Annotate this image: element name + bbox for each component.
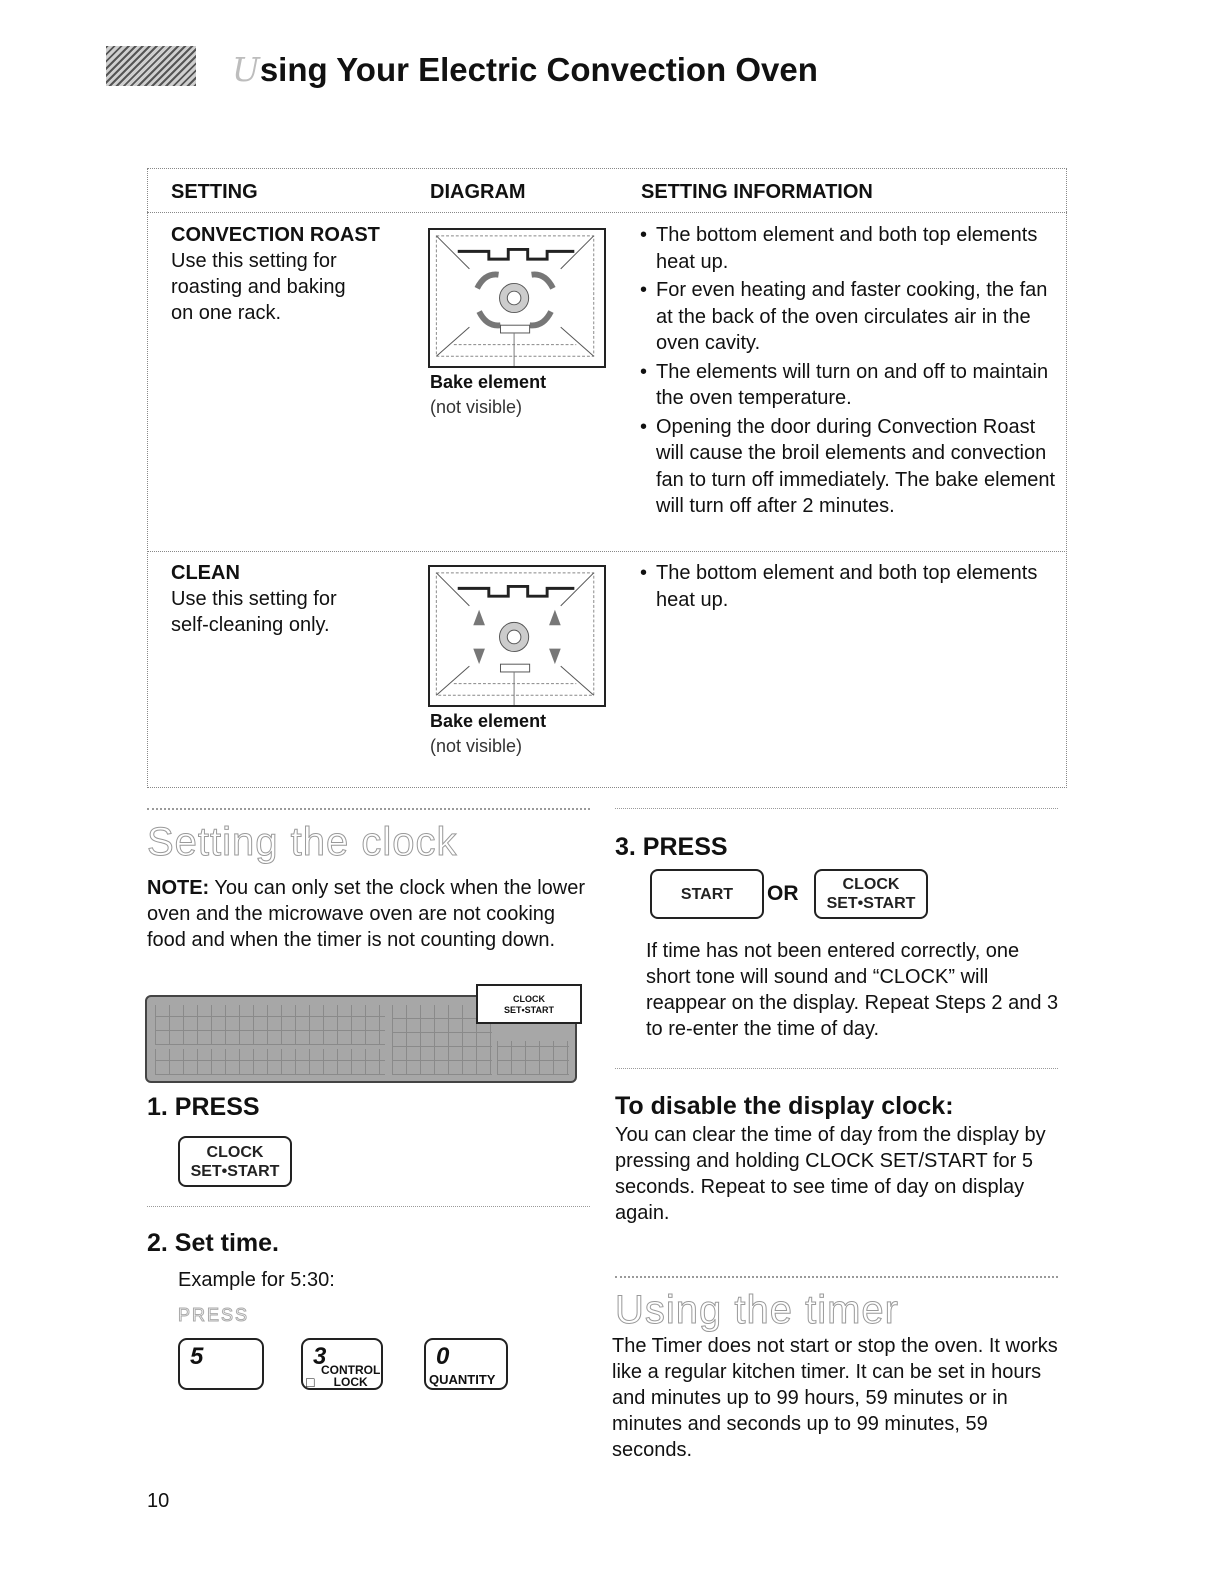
disable-clock-text: You can clear the time of day from the display by pressing and holding CLOCK SET/START for 5 seconds. Repeat to see time of day on display again. xyxy=(615,1124,1046,1224)
title-text: sing Your Electric Convection Oven xyxy=(259,51,818,88)
key-label: CLOCK xyxy=(842,876,900,893)
or-label: OR xyxy=(767,882,799,905)
section-rule xyxy=(615,808,1058,809)
diagram-sublabel: (not visible) xyxy=(430,736,523,756)
table-row-divider xyxy=(147,551,1067,552)
info-list-clean xyxy=(640,560,1060,615)
key-sublabel: QUANTITY xyxy=(429,1372,496,1387)
clock-note xyxy=(147,875,592,953)
key-sublabel-line: LOCK xyxy=(333,1375,368,1389)
button-row xyxy=(155,1049,385,1075)
desc-line: Use this setting for xyxy=(171,588,337,610)
section-title-clock: Setting the clock xyxy=(147,820,458,864)
button-row xyxy=(497,1041,569,1075)
section-rule xyxy=(147,808,590,810)
note-label: NOTE: xyxy=(147,877,210,899)
table-header-divider xyxy=(147,212,1067,213)
oven-cavity-illustration xyxy=(430,230,604,366)
desc-line: Use this setting for xyxy=(171,250,337,272)
key-sublabel xyxy=(321,1364,380,1388)
clock-key-callout xyxy=(476,984,582,1024)
desc-line: on one rack. xyxy=(171,302,282,324)
col-header-info: SETTING INFORMATION xyxy=(641,181,873,203)
info-list-convection-roast xyxy=(640,222,1065,522)
col-header-setting: SETTING xyxy=(171,181,258,203)
start-key[interactable] xyxy=(650,869,764,919)
key-0-quantity[interactable] xyxy=(424,1338,508,1390)
section-rule xyxy=(615,1276,1058,1278)
desc-line: roasting and baking xyxy=(171,276,346,298)
key-digit: 0 xyxy=(436,1343,450,1370)
clean-diagram xyxy=(428,565,606,707)
press-label: PRESS xyxy=(178,1305,250,1325)
step-divider xyxy=(147,1206,590,1207)
callout-line: SET•START xyxy=(504,1005,554,1015)
key-label: SET•START xyxy=(190,1162,280,1180)
row-name-clean: CLEAN xyxy=(171,562,240,584)
key-label: CLOCK xyxy=(206,1143,264,1161)
row-name-convection-roast: CONVECTION ROAST xyxy=(171,224,380,246)
timer-text: The Timer does not start or stop the oven. It works like a regular kitchen timer. It can be set in hours and minutes up to 99 hours, 59 minutes or in minutes and seconds up to 99 minutes, 59 seconds. xyxy=(612,1335,1058,1461)
clock-set-start-key-alt[interactable] xyxy=(814,869,928,919)
col-header-diagram: DIAGRAM xyxy=(430,181,526,203)
page-title xyxy=(232,50,818,89)
key-label: SET•START xyxy=(826,895,916,912)
diagram-label: Bake element xyxy=(430,372,547,392)
header-decoration xyxy=(106,46,196,86)
info-item: • The elements will turn on and off to maintain the oven temperature. xyxy=(640,359,1065,412)
note-text: You can only set the clock when the lower oven and the microwave oven are not cooking food and when the timer is not counting down. xyxy=(147,877,586,951)
info-item: • Opening the door during Convection Roast will cause the broil elements and convection fan to turn off immediately. The bake element will turn off after 2 minutes. xyxy=(640,414,1065,520)
title-drop-cap: U xyxy=(232,50,260,89)
key-digit: 5 xyxy=(190,1343,204,1370)
convection-roast-diagram xyxy=(428,228,606,368)
example-text: Example for 5:30: xyxy=(178,1269,335,1291)
step-3-text: If time has not been entered correctly, one short tone will sound and “CLOCK” will reappear on the display. Repeat Steps 2 and 3 to re-enter the time of day. xyxy=(646,940,1059,1040)
clock-set-start-key[interactable] xyxy=(178,1136,292,1187)
step-1-label: 1. PRESS xyxy=(147,1093,260,1121)
diagram-label: Bake element xyxy=(430,711,547,731)
info-item: • The bottom element and both top elements heat up. xyxy=(640,222,1065,275)
section-title-timer: Using the timer xyxy=(615,1288,899,1332)
row-desc-clean xyxy=(171,586,337,638)
key-label: START xyxy=(680,885,734,903)
key-5[interactable] xyxy=(178,1338,264,1390)
key-digit: 3 xyxy=(313,1343,327,1370)
key-3-control-lock[interactable] xyxy=(301,1338,383,1390)
row-desc-convection-roast xyxy=(171,248,346,326)
lock-icon: □ xyxy=(306,1374,315,1390)
display-area xyxy=(155,1005,385,1045)
step-3-label: 3. PRESS xyxy=(615,833,728,861)
disable-clock-title: To disable the display clock: xyxy=(615,1092,954,1120)
callout-line: CLOCK xyxy=(513,994,545,1004)
section-rule xyxy=(615,1068,1058,1069)
desc-line: self-cleaning only. xyxy=(171,614,330,636)
diagram-sublabel: (not visible) xyxy=(430,397,523,417)
info-item: • For even heating and faster cooking, the fan at the back of the oven circulates air in the oven cavity. xyxy=(640,277,1065,357)
page-number: 10 xyxy=(147,1490,170,1512)
callout-text xyxy=(478,994,580,1016)
key-sublabel-line: CONTROL xyxy=(321,1363,381,1377)
step-2-label: 2. Set time. xyxy=(147,1229,279,1257)
info-item: • The bottom element and both top elements heat up. xyxy=(640,560,1060,613)
oven-cavity-illustration xyxy=(430,567,604,705)
